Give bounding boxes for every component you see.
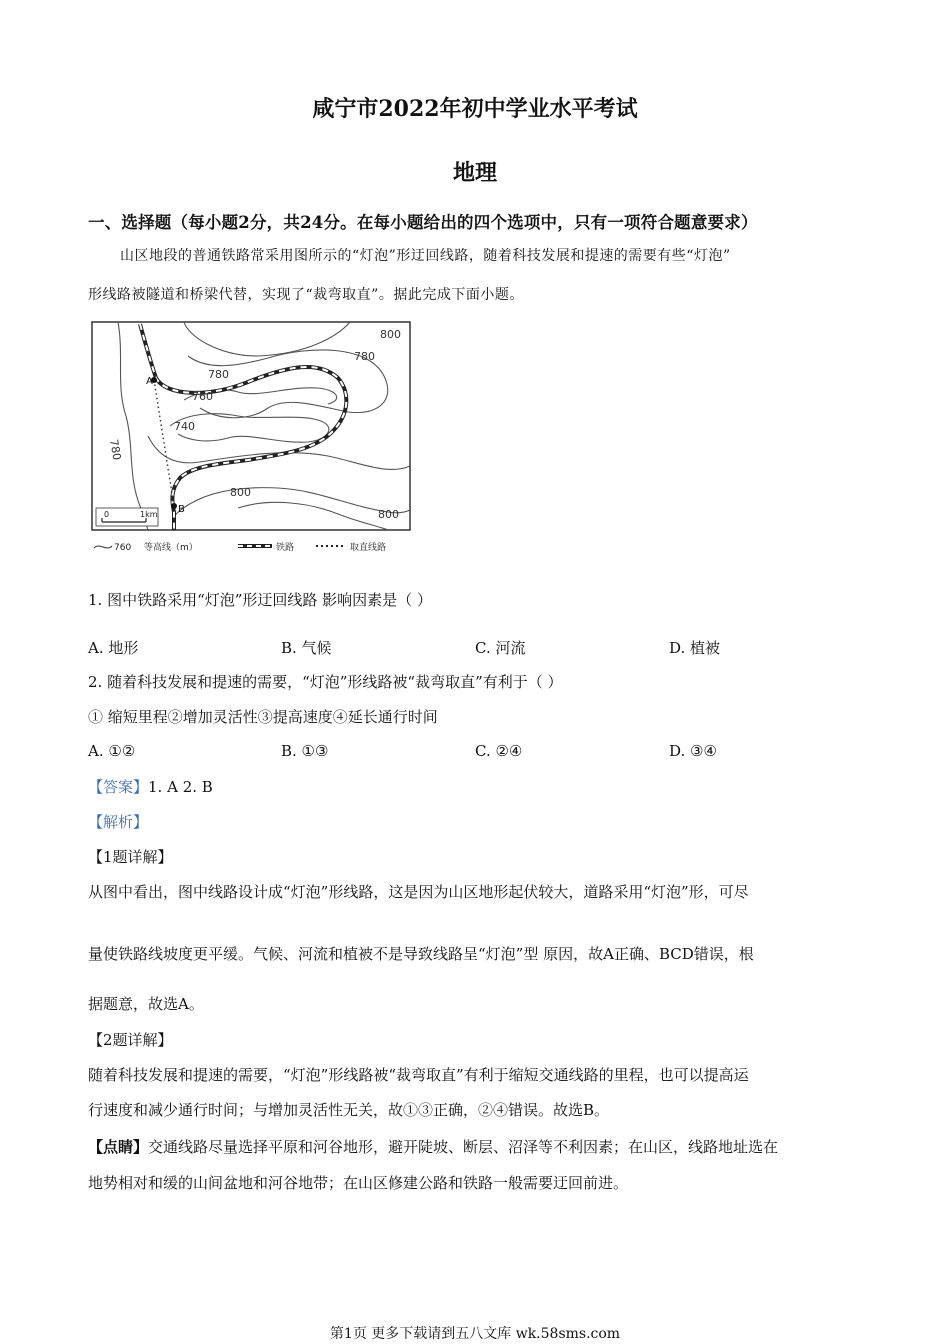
scale-zero: 0 <box>104 510 110 519</box>
map-legend <box>94 541 386 553</box>
analysis-tag: 【解析】 <box>88 813 149 831</box>
point-b-marker <box>171 503 177 509</box>
contour-label: 800 <box>380 328 401 341</box>
legend-straight-label: 取直线路 <box>350 543 387 553</box>
page-footer: 第1页 更多下载请到五八文库 wk.58sms.com <box>329 1326 621 1342</box>
detail-1-heading: 【1题详解】 <box>88 848 173 866</box>
point-b-label: B <box>178 504 185 515</box>
section-heading: 一、选择题（每小题2分，共24分。在每小题给出的四个选项中，只有一项符合题意要求） <box>88 213 758 232</box>
legend-contour-value: 760 <box>114 543 132 553</box>
contour-label: 780 <box>107 438 124 462</box>
subject-title: 地理 <box>452 160 497 186</box>
question-1-stem: 1. 图中铁路采用“灯泡”形迂回线路 影响因素是（ ） <box>88 591 432 609</box>
answer-text: 1. A 2. B <box>148 778 213 796</box>
intro-line-2: 形线路被隧道和桥梁代替，实现了“裁弯取直”。据此完成下面小题。 <box>88 287 524 303</box>
answer-tag: 【答案】 <box>88 778 149 796</box>
contour-map-figure <box>88 316 418 556</box>
detail-1-line-1: 从图中看出，图中线路设计成“灯泡”形线路，这是因为山区地形起伏较大，道路采用“灯泡”形，可尽 <box>88 883 749 901</box>
q2-option-c: C. ②④ <box>475 742 523 760</box>
contour-label: 780 <box>208 368 229 381</box>
contour-label: 800 <box>230 486 251 499</box>
tip-tag: 【点睛】 <box>88 1138 149 1156</box>
intro-line-1: 山区地段的普通铁路常采用图所示的“灯泡”形迂回线路，随着科技发展和提速的需要有些“灯泡” <box>120 248 731 264</box>
legend-contour-symbol <box>94 546 112 548</box>
contour-label: 800 <box>378 508 399 521</box>
q1-option-d: D. 植被 <box>669 639 721 657</box>
page-title: 咸宁市2022年初中学业水平考试 <box>312 96 638 122</box>
q2-option-b: B. ①③ <box>281 742 329 760</box>
detail-2-line-1: 随着科技发展和提速的需要，“灯泡”形线路被“裁弯取直”有利于缩短交通线路的里程，也可以提高运 <box>88 1066 749 1084</box>
q1-option-b: B. 气候 <box>281 639 332 657</box>
q2-option-d: D. ③④ <box>669 742 717 760</box>
tip-line-2: 地势相对和缓的山间盆地和河谷地带；在山区修建公路和铁路一般需要迂回前进。 <box>88 1174 629 1192</box>
answer-line <box>88 777 213 797</box>
scale-bar <box>96 508 158 526</box>
q1-option-a: A. 地形 <box>88 639 139 657</box>
contour-label: 760 <box>192 390 213 403</box>
legend-contour-label: 等高线（m） <box>144 543 198 553</box>
scale-one: 1km <box>140 510 158 519</box>
contour-label: 740 <box>174 420 195 433</box>
q1-option-c: C. 河流 <box>475 639 526 657</box>
question-2-stem: 2. 随着科技发展和提速的需要，“灯泡”形线路被“裁弯取直”有利于（ ） <box>88 673 563 691</box>
detail-1-line-3: 据题意，故选A。 <box>88 995 204 1013</box>
detail-1-line-2: 量使铁路线坡度更平缓。气候、河流和植被不是导致线路呈“灯泡”型 原因，故A正确、BCD错误，根 <box>88 945 754 963</box>
legend-rail-label: 铁路 <box>276 543 295 553</box>
contour-label: 780 <box>354 350 375 363</box>
detail-2-line-2: 行速度和减少通行时间；与增加灵活性无关，故①③正确，②④错误。故选B。 <box>88 1101 610 1119</box>
question-2-statements: ① 缩短里程②增加灵活性③提高速度④延长通行时间 <box>88 708 438 726</box>
tip-text-1: 交通线路尽量选择平原和河谷地形，避开陡坡、断层、沼泽等不利因素；在山区，线路地址选在 <box>148 1138 779 1156</box>
tip-line-1 <box>88 1137 778 1157</box>
detail-2-heading: 【2题详解】 <box>88 1031 173 1049</box>
q2-option-a: A. ①② <box>88 742 136 760</box>
point-a-label: A <box>146 376 153 387</box>
